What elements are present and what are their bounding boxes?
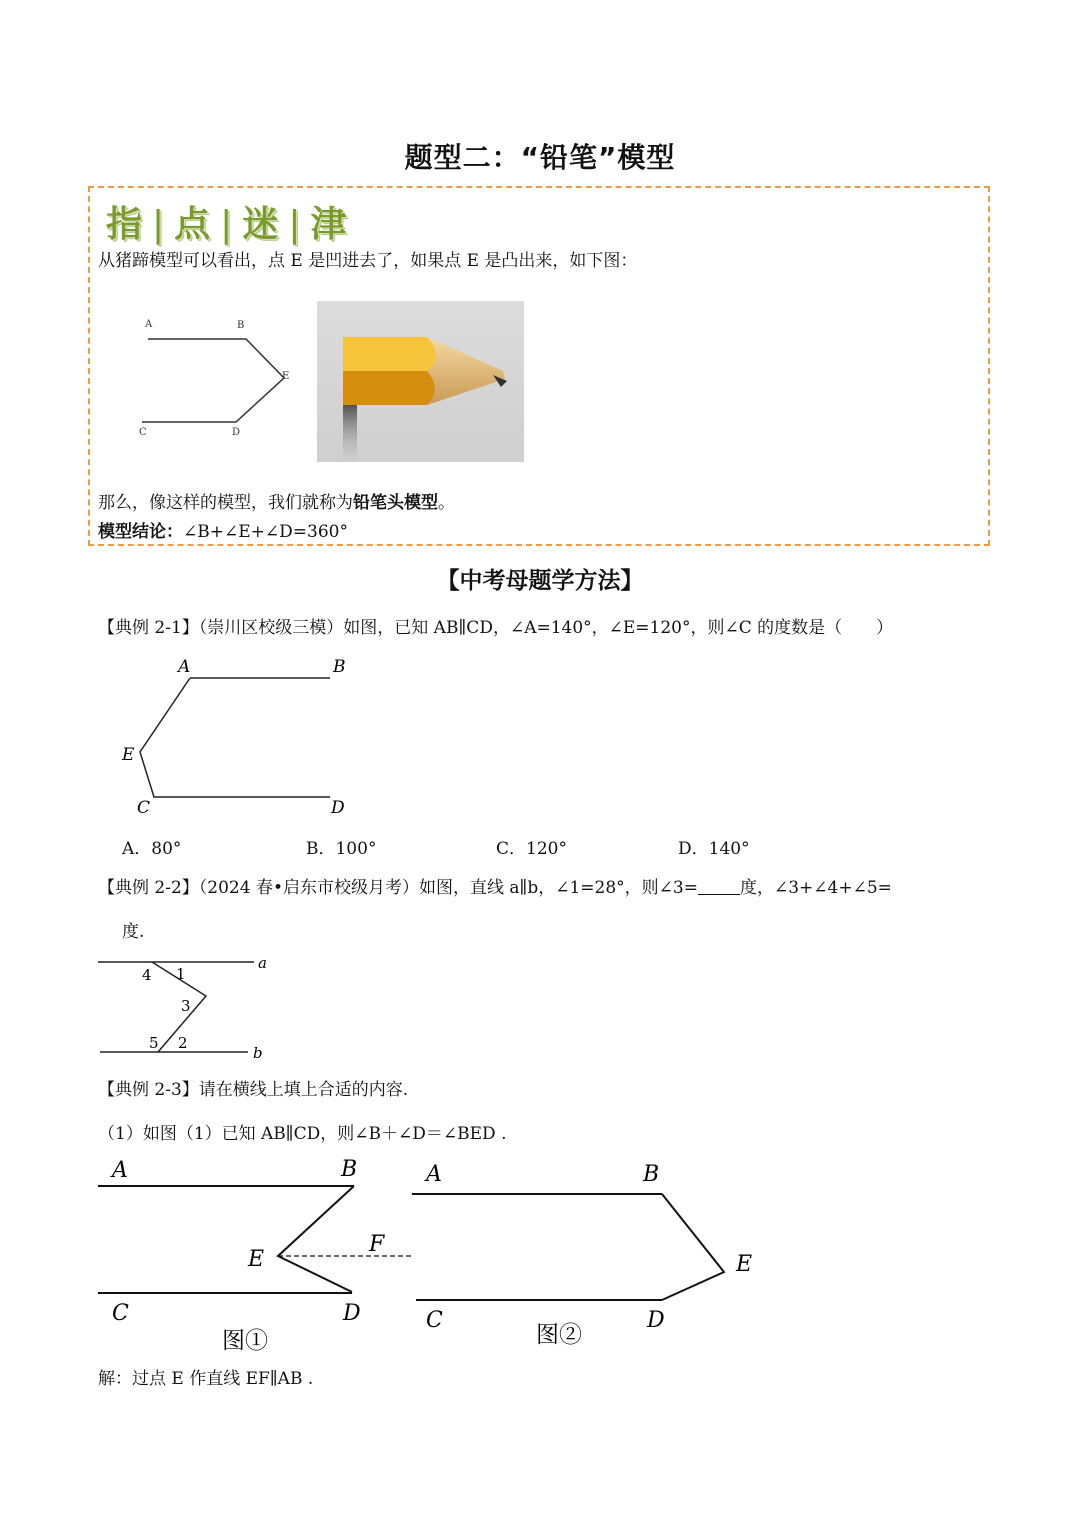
label-a: A bbox=[145, 319, 153, 330]
label-e: E bbox=[736, 1252, 753, 1277]
label-a: A bbox=[178, 657, 191, 677]
tip-heading-char: 点 bbox=[174, 204, 215, 245]
figure-2-caption: 图② bbox=[536, 1322, 582, 1348]
figure-1-caption: 图① bbox=[222, 1328, 268, 1354]
tip-heading-char: 指 bbox=[106, 204, 147, 245]
option-d: D．140° bbox=[678, 839, 750, 859]
angle-4: 4 bbox=[142, 966, 152, 984]
tip-heading-char: 迷 bbox=[242, 204, 283, 245]
tip-conclusion bbox=[98, 491, 455, 515]
example-2-2-tail: 度. bbox=[122, 922, 145, 942]
label-c: C bbox=[112, 1301, 129, 1326]
tip-heading-sep: | bbox=[220, 204, 237, 245]
example-2-2 bbox=[98, 876, 892, 900]
model-result bbox=[98, 520, 348, 544]
example-tag: 【典例 2-1】 bbox=[98, 618, 199, 638]
result-formula: ∠B+∠E+∠D=360° bbox=[183, 522, 348, 542]
label-e: E bbox=[248, 1247, 265, 1272]
tip-intro: 从猪蹄模型可以看出，点 E 是凹进去了，如果点 E 是凸出来，如下图： bbox=[98, 251, 638, 271]
example-tag: 【典例 2-3】 bbox=[98, 1080, 199, 1100]
example-2-2-figure bbox=[96, 954, 276, 1064]
label-b: B bbox=[341, 1157, 358, 1182]
option-a: A．80° bbox=[122, 839, 182, 859]
conclusion-prefix: 那么，像这样的模型，我们就称为 bbox=[98, 493, 353, 513]
label-d: D bbox=[232, 427, 241, 438]
example-text: 请在横线上填上合适的内容. bbox=[198, 1080, 409, 1100]
label-line-a: a bbox=[258, 954, 267, 972]
angle-1: 1 bbox=[176, 965, 186, 983]
example-text-b: 度，∠3+∠4+∠5= bbox=[740, 878, 892, 898]
label-c: C bbox=[426, 1308, 443, 1333]
label-b: B bbox=[643, 1162, 660, 1187]
label-a: A bbox=[426, 1162, 442, 1187]
angle-2: 2 bbox=[178, 1034, 188, 1052]
conclusion-bold: 铅笔头模型 bbox=[353, 493, 438, 513]
label-b: B bbox=[237, 320, 245, 331]
tip-heading-sep: | bbox=[288, 204, 305, 245]
conclusion-suffix: 。 bbox=[438, 493, 455, 513]
example-2-1 bbox=[98, 616, 893, 640]
label-d: D bbox=[343, 1301, 361, 1326]
label-b: B bbox=[333, 657, 346, 677]
label-c: C bbox=[137, 798, 151, 818]
tip-heading-char: 津 bbox=[310, 204, 351, 245]
example-text: （崇川区校级三模）如图，已知 AB∥CD，∠A=140°，∠E=120°，则∠C 的度数是（ ） bbox=[198, 618, 894, 638]
solution-line: 解：过点 E 作直线 EF∥AB . bbox=[98, 1369, 314, 1389]
tip-heading-sep: | bbox=[152, 204, 169, 245]
label-e: E bbox=[122, 745, 135, 765]
answer-blank bbox=[698, 878, 740, 895]
pencil-image bbox=[317, 301, 524, 462]
label-d: D bbox=[647, 1308, 665, 1333]
example-text-a: （2024 春•启东市校级月考）如图，直线 a∥b，∠1=28°，则∠3= bbox=[198, 878, 698, 898]
label-e: E bbox=[282, 371, 290, 382]
example-2-3-part-1: （1）如图（1）已知 AB∥CD，则∠B＋∠D＝∠BED . bbox=[98, 1124, 507, 1144]
option-b: B．100° bbox=[306, 839, 377, 859]
example-2-3 bbox=[98, 1078, 408, 1102]
result-label: 模型结论： bbox=[98, 522, 183, 542]
label-a: A bbox=[112, 1158, 128, 1183]
label-c: C bbox=[139, 427, 147, 438]
example-2-3-figure-1 bbox=[92, 1150, 422, 1365]
pencil-model-figure bbox=[130, 310, 300, 445]
tip-heading bbox=[106, 196, 350, 247]
angle-5: 5 bbox=[149, 1034, 159, 1052]
example-tag: 【典例 2-2】 bbox=[98, 878, 199, 898]
example-2-1-figure bbox=[112, 652, 362, 822]
section-title: 【中考母题学方法】 bbox=[436, 568, 644, 594]
label-d: D bbox=[331, 798, 345, 818]
label-f: F bbox=[369, 1232, 385, 1257]
example-2-3-figure-2 bbox=[406, 1150, 766, 1360]
label-line-b: b bbox=[253, 1044, 263, 1062]
option-c: C．120° bbox=[496, 839, 567, 859]
angle-3: 3 bbox=[181, 997, 191, 1015]
page-title: 题型二：“铅笔”模型 bbox=[404, 141, 676, 174]
